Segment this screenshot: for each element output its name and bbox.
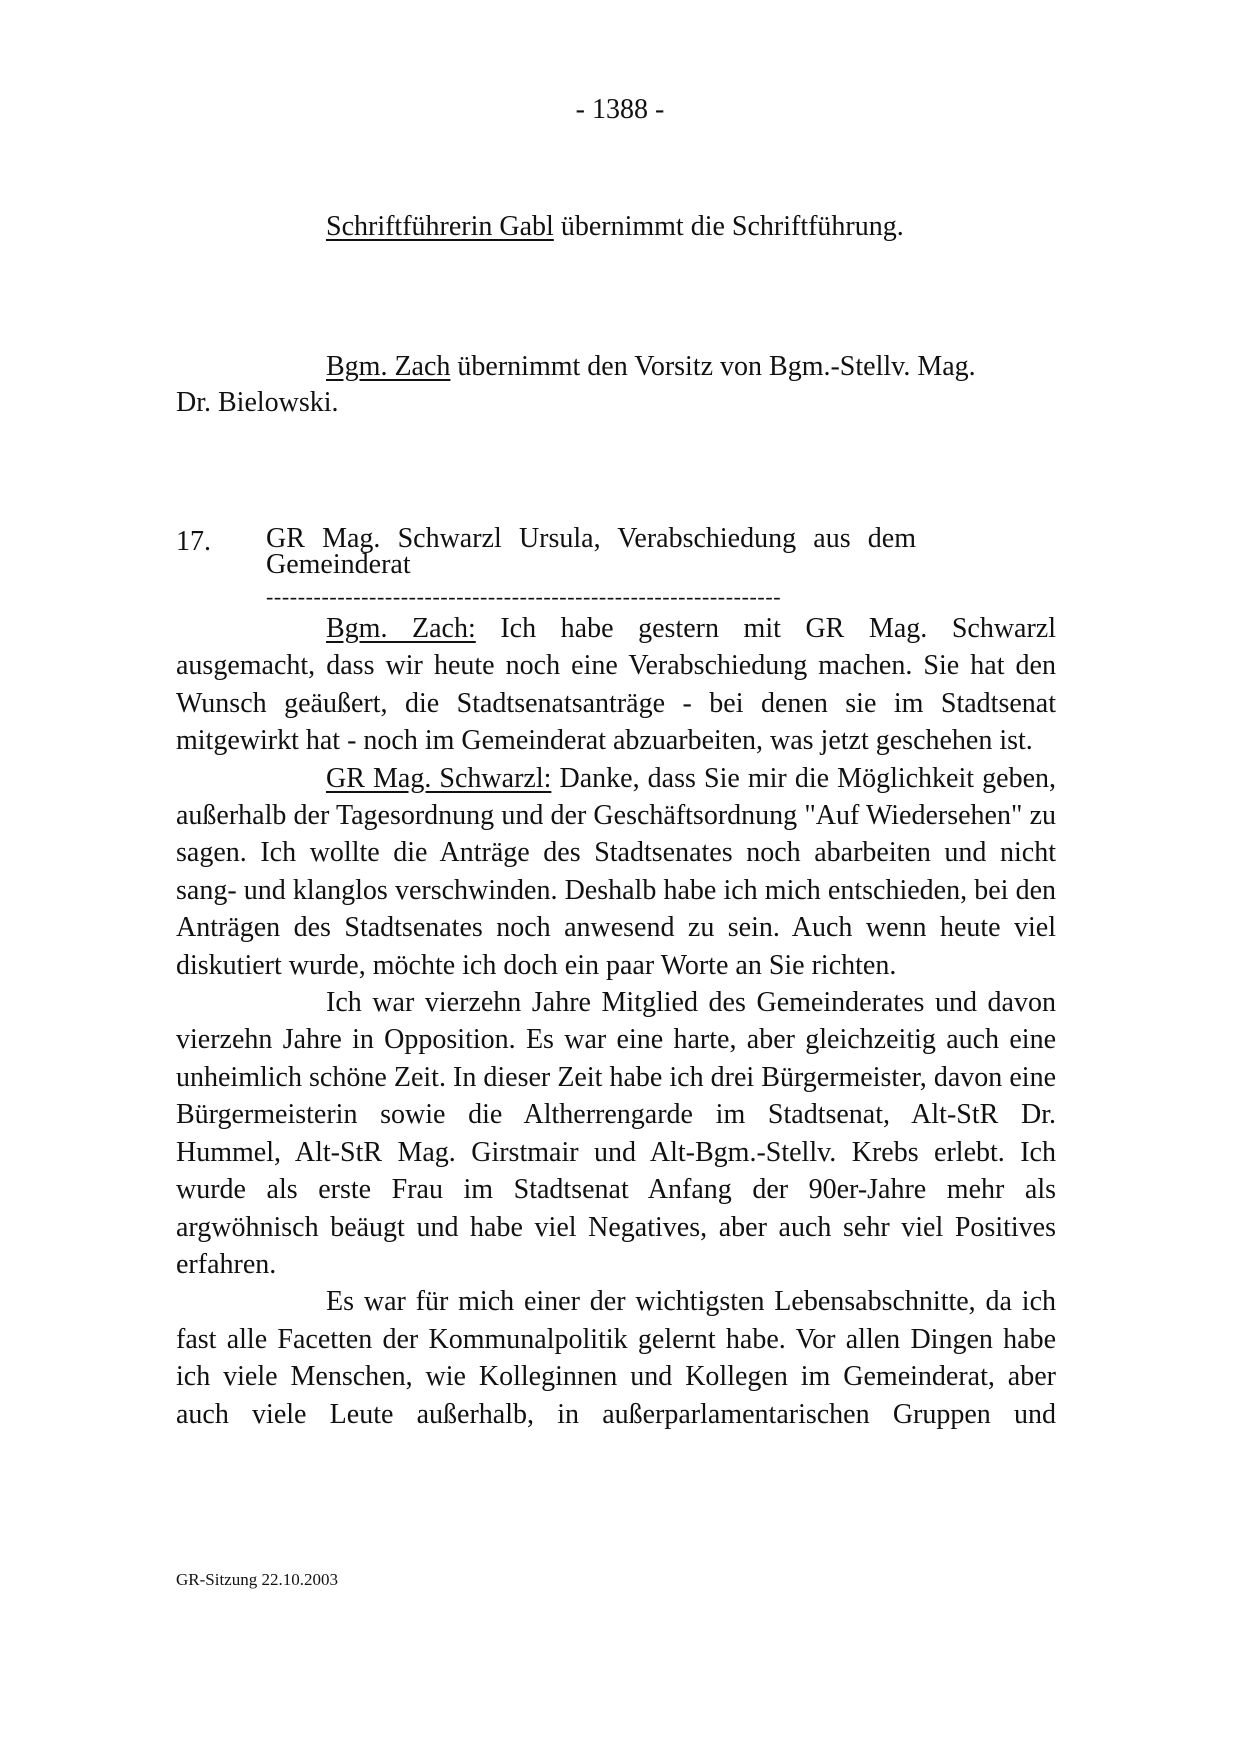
agenda-item-title	[266, 523, 916, 580]
agenda-item-number: 17.	[176, 526, 211, 557]
note-continuation: Dr. Bielowski.	[176, 387, 339, 418]
paragraph-text: Ich habe gestern mit GR Mag. Schwarzl ausgemacht, dass wir heute noch eine Verabschiedung machen. Sie hat den Wunsch geäußert, die Stadtsenatsanträge - bei denen sie im Stadtsenat mitgewirkt hat - noch im Gemeinderat abzuarbeiten, was jetzt geschehen ist.	[176, 613, 1057, 757]
paragraph	[176, 760, 1056, 984]
note-secretary	[326, 208, 904, 246]
agenda-title-line1: GR Mag. Schwarzl Ursula, Verabschiedung aus dem	[266, 523, 916, 554]
paragraph-text: Ich war vierzehn Jahre Mitglied des Gemeinderates und davon vierzehn Jahre in Opposition. Es war eine harte, aber gleichzeitig auch eine unheimlich schöne Zeit. In dieser Zeit habe ich drei Bürgermeister, davon eine Bürgermeisterin sowie die Altherrengarde im Stadtsenat, Alt-StR Dr. Hummel, Alt-StR Mag. Girstmair und Alt-Bgm.-Stellv. Krebs erlebt. Ich wurde als erste Frau im Stadtsenat Anfang der 90er-Jahre mehr als argwöhnisch beäugt und habe viel Negatives, aber auch sehr viel Positives erfahren.	[176, 987, 1056, 1280]
body-text	[176, 610, 1056, 1433]
note-text: übernimmt den Vorsitz von Bgm.-Stellv. Mag.	[450, 351, 976, 382]
speaker-name: GR Mag. Schwarzl:	[326, 762, 552, 794]
note-chair	[326, 348, 976, 386]
paragraph-text: Danke, dass Sie mir die Möglichkeit geben, außerhalb der Tagesordnung und der Geschäftsordnung "Auf Wiedersehen" zu sagen. Ich wollte die Anträge des Stadtsenates noch abarbeiten und nicht sang- und klanglos verschwinden. Deshalb habe ich mich entschieden, bei den Anträgen des Stadtsenates noch anwesend zu sein. Auch wenn heute viel diskutiert wurde, möchte ich doch ein paar Worte an Sie richten.	[176, 762, 1056, 981]
paragraph-text: Es war für mich einer der wichtigsten Lebensabschnitte, da ich fast alle Facetten der Kommunalpolitik gelernt habe. Vor allen Dingen habe ich viele Menschen, wie Kolleginnen und Kollegen im Gemeinderat, aber auch viele Leute außerhalb, in außerparlamentarischen Gruppen und	[176, 1286, 1056, 1430]
agenda-title-line2: Gemeinderat	[266, 549, 411, 580]
page-number: - 1388 -	[575, 94, 665, 125]
separator-line: -----------------------------------------------------------------	[266, 584, 782, 609]
note-speaker: Schriftführerin Gabl	[326, 211, 554, 242]
speaker-name: Bgm. Zach:	[326, 613, 476, 644]
footer-session-date: GR-Sitzung 22.10.2003	[176, 1570, 338, 1589]
note-text: übernimmt die Schriftführung.	[553, 211, 904, 242]
paragraph	[176, 1283, 1056, 1433]
paragraph	[176, 610, 1056, 760]
note-speaker: Bgm. Zach	[326, 351, 451, 382]
paragraph	[176, 984, 1056, 1283]
